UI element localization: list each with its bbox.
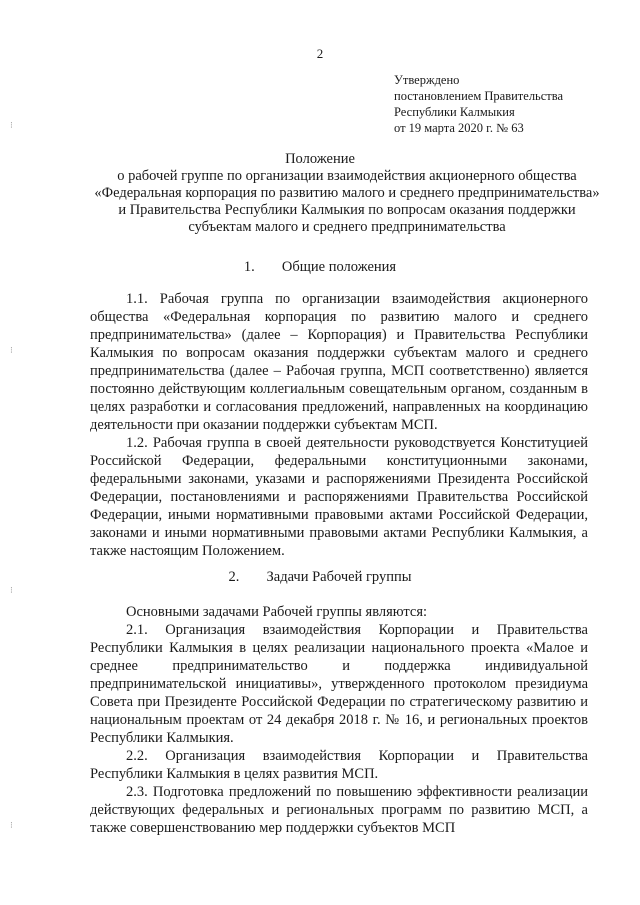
paragraph: 2.2. Организация взаимодействия Корпорации и Правительства Республики Калмыкия в целях развития МСП. bbox=[90, 748, 588, 782]
approval-stamp bbox=[394, 72, 563, 136]
margin-mark: ⁝ bbox=[10, 345, 13, 355]
margin-mark: ⁝ bbox=[10, 820, 13, 830]
section-title: Задачи Рабочей группы bbox=[266, 569, 412, 585]
page-number: 2 bbox=[316, 46, 324, 61]
paragraph: 2.3. Подготовка предложений по повышению эффективности реализации действующих федеральных и региональных программ по развитию МСП, а также совершенствованию мер поддержки субъектов МСП bbox=[90, 784, 588, 836]
document-title: Положение bbox=[285, 151, 355, 167]
paragraph: Основными задачами Рабочей группы являются: bbox=[126, 604, 428, 620]
approval-line: Республики Калмыкия bbox=[394, 105, 515, 119]
approval-line: постановлением Правительства bbox=[394, 89, 564, 103]
margin-mark: ⁝ bbox=[10, 120, 13, 130]
approval-line: Утверждено bbox=[394, 73, 460, 87]
paragraph: 2.1. Организация взаимодействия Корпорации и Правительства Республики Калмыкия в целях реализации национального проекта «Малое и среднее предпринимательство и поддержка индивидуальной предпринимательской инициативы», утвержденного протоколом президиума Совета при Президенте Российской Федерации по стратегическому развитию и национальным проектам от 24 декабря 2018 г. № 16, и региональных проектов Республики Калмыкия. bbox=[90, 622, 588, 746]
section-heading bbox=[0, 259, 640, 276]
section-number: 1. bbox=[243, 259, 255, 275]
section-heading bbox=[0, 569, 640, 586]
section-number: 2. bbox=[228, 569, 240, 585]
document-subtitle: о рабочей группе по организации взаимодействия акционерного общества «Федеральная корпорация по развитию малого и среднего предпринимательства» и Правительства Республики Калмыкия по вопросам оказания поддержки субъектам малого и среднего предпринимательства bbox=[94, 168, 600, 235]
section-title: Общие положения bbox=[281, 259, 397, 275]
margin-mark: ⁝ bbox=[10, 585, 13, 595]
paragraph: 1.1. Рабочая группа по организации взаимодействия акционерного общества «Федеральная корпорация по развитию малого и среднего предпринимательства» (далее – Корпорация) и Правительства Республики Калмыкия по вопросам оказания поддержки субъектам малого и среднего предпринимательства (далее – Рабочая группа, МСП соответственно) является постоянно действующим коллегиальным совещательным органом, созданным в целях разработки и согласования предложений, направленных на координацию деятельности при оказании поддержки субъектам МСП. bbox=[90, 291, 588, 433]
paragraph: 1.2. Рабочая группа в своей деятельности руководствуется Конституцией Российской Федерации, федеральными конституционными законами, федеральными законами, указами и распоряжениями Президента Российской Федерации, постановлениями и распоряжениями Правительства Российской Федерации, иными нормативными правовыми актами Российской Федерации, законами и иными нормативными правовыми актами Республики Калмыкия, а также настоящим Положением. bbox=[90, 435, 588, 559]
approval-line: от 19 марта 2020 г. № 63 bbox=[394, 121, 524, 135]
